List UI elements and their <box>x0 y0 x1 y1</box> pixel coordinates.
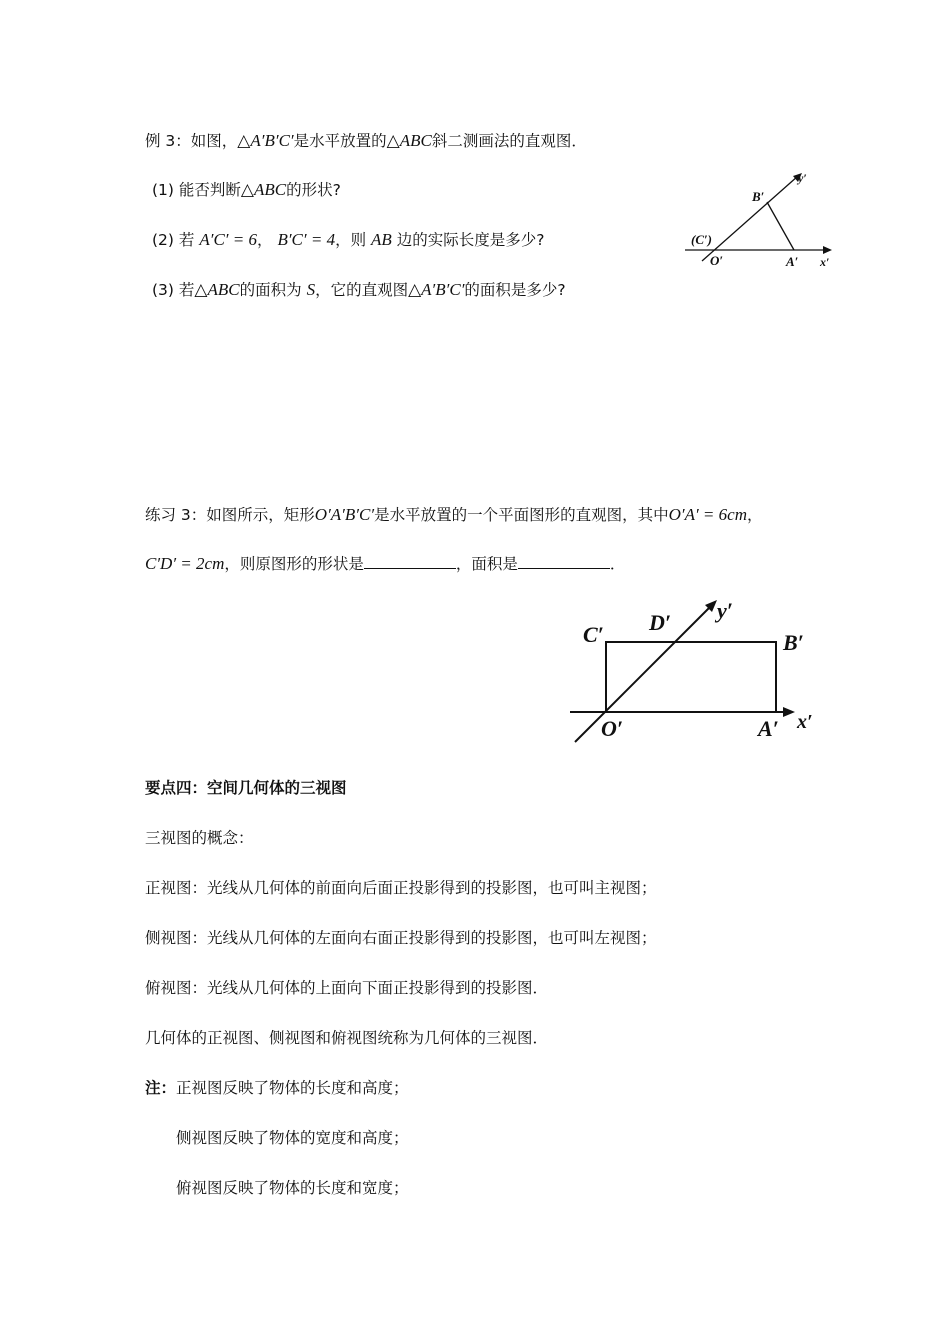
label-o: O′ <box>710 253 724 268</box>
exercise3-line-2: C′D′ = 2cm，则原图形的形状是 ，面积是 ． <box>145 554 626 573</box>
label-x: x′ <box>797 711 813 733</box>
label-a: A′ <box>758 716 779 741</box>
section4-note-3: 俯视图反映了物体的长度和宽度； <box>176 1179 409 1197</box>
section4-side-view: 侧视图：光线从几何体的左面向右面正投影得到的投影图，也可叫左视图； <box>145 929 657 947</box>
side-b-a <box>767 202 794 250</box>
exercise3-line-1: 练习 3：如图所示，矩形O′A′B′C′是水平放置的一个平面图形的直观图，其中O′A′ = 6cm， <box>145 505 763 524</box>
section4-note-1: 注：正视图反映了物体的长度和高度； <box>145 1079 409 1097</box>
section4-front-view: 正视图：光线从几何体的前面向后面正投影得到的投影图，也可叫主视图； <box>145 879 657 897</box>
section4-summary: 几何体的正视图、侧视图和俯视图统称为几何体的三视图． <box>145 1029 549 1047</box>
exercise3-rectangle-figure <box>565 590 825 750</box>
label-d: D′ <box>649 610 672 635</box>
label-o: O′ <box>601 716 624 741</box>
section4-note-2: 侧视图反映了物体的宽度和高度； <box>176 1129 409 1147</box>
x-axis-arrow <box>783 707 795 717</box>
example3-question-1: (1) 能否判断△ABC的形状? <box>152 180 341 199</box>
example3-question-3: (3) 若△ABC的面积为 S，它的直观图△A′B′C′的面积是多少? <box>152 280 566 299</box>
label-c: C′ <box>583 622 604 647</box>
label-x: x′ <box>820 255 830 269</box>
x-axis-arrow <box>823 246 832 254</box>
shape-answer-blank[interactable] <box>364 554 456 569</box>
example3-triangle-figure <box>680 165 840 275</box>
section4-heading: 要点四：空间几何体的三视图 <box>145 779 347 797</box>
label-a: A′ <box>786 254 799 269</box>
label-b: B′ <box>783 630 804 655</box>
label-y: y′ <box>798 171 807 185</box>
example3-question-2: (2) 若 A′C′ = 6， B′C′ = 4，则 AB 边的实际长度是多少? <box>152 230 545 249</box>
label-b: B′ <box>752 189 765 204</box>
area-answer-blank[interactable] <box>518 554 610 569</box>
rectangle-oabc <box>606 642 776 712</box>
note-label: 注： <box>145 1079 177 1097</box>
y-axis <box>702 176 798 261</box>
section4-top-view: 俯视图：光线从几何体的上面向下面正投影得到的投影图． <box>145 979 549 997</box>
section4-concept: 三视图的概念： <box>145 829 254 847</box>
example3-title: 例 3：如图，△A′B′C′是水平放置的△ABC斜二测画法的直观图． <box>145 131 587 150</box>
label-y: y′ <box>717 598 733 623</box>
label-c: (C′) <box>691 232 712 247</box>
